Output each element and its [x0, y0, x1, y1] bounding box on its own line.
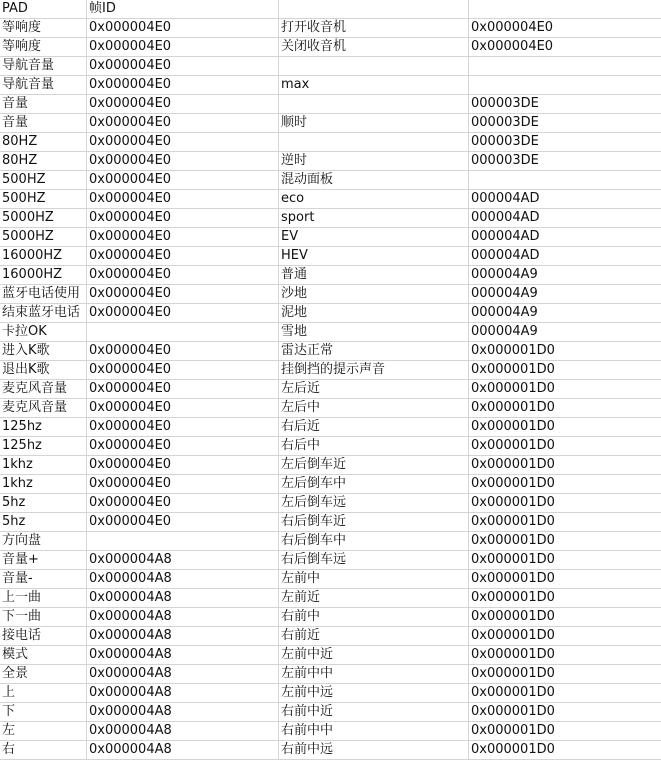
col-d-cell[interactable]: 0x000001D0 — [469, 342, 661, 361]
table-row — [0, 437, 661, 456]
col-d-cell[interactable]: 0x000001D0 — [469, 380, 661, 399]
col-a-cell[interactable]: 导航音量 — [0, 76, 87, 95]
col-d-cell[interactable]: 0x000001D0 — [469, 551, 661, 570]
table-row — [0, 551, 661, 570]
col-c-cell[interactable] — [279, 95, 469, 114]
col-b-cell[interactable]: 0x000004E0 — [87, 304, 279, 323]
col-d-cell[interactable]: 000004A9 — [469, 285, 661, 304]
col-b-cell[interactable] — [87, 323, 279, 342]
col-d-cell[interactable]: 000004A9 — [469, 304, 661, 323]
col-c-cell[interactable]: 右前中远 — [279, 741, 469, 760]
table-row — [0, 722, 661, 741]
col-c-cell[interactable]: 左前中 — [279, 570, 469, 589]
col-b-cell[interactable]: 0x000004A8 — [87, 570, 279, 589]
col-a-cell[interactable]: 全景 — [0, 665, 87, 684]
col-a-cell[interactable]: 5000HZ — [0, 228, 87, 247]
col-d-cell[interactable]: 0x000001D0 — [469, 627, 661, 646]
table-row — [0, 570, 661, 589]
col-b-cell[interactable]: 0x000004E0 — [87, 342, 279, 361]
col-c-cell[interactable]: 混动面板 — [279, 171, 469, 190]
col-b-cell[interactable]: 帧ID — [87, 0, 279, 19]
col-b-cell[interactable]: 0x000004A8 — [87, 608, 279, 627]
col-d-cell[interactable]: 000003DE — [469, 95, 661, 114]
col-a-cell[interactable]: 下 — [0, 703, 87, 722]
col-a-cell[interactable]: 1khz — [0, 456, 87, 475]
table-row — [0, 247, 661, 266]
col-d-cell[interactable]: 0x000001D0 — [469, 532, 661, 551]
col-b-cell[interactable]: 0x000004E0 — [87, 19, 279, 38]
col-c-cell[interactable]: 右前中近 — [279, 703, 469, 722]
table-row — [0, 418, 661, 437]
col-a-cell[interactable]: 80HZ — [0, 152, 87, 171]
col-a-cell[interactable]: 麦克风音量 — [0, 380, 87, 399]
col-b-cell[interactable]: 0x000004A8 — [87, 722, 279, 741]
col-a-cell[interactable]: 上 — [0, 684, 87, 703]
col-b-cell[interactable]: 0x000004E0 — [87, 133, 279, 152]
col-d-cell[interactable] — [469, 57, 661, 76]
table-row — [0, 323, 661, 342]
col-c-cell[interactable]: 沙地 — [279, 285, 469, 304]
col-a-cell[interactable]: 500HZ — [0, 171, 87, 190]
table-row — [0, 684, 661, 703]
col-b-cell[interactable]: 0x000004E0 — [87, 190, 279, 209]
col-a-cell[interactable]: 蓝牙电话使用 — [0, 285, 87, 304]
col-a-cell[interactable]: 等响度 — [0, 19, 87, 38]
col-d-cell[interactable]: 0x000001D0 — [469, 665, 661, 684]
table-row — [0, 741, 661, 760]
table-row — [0, 95, 661, 114]
col-b-cell[interactable]: 0x000004A8 — [87, 589, 279, 608]
col-b-cell[interactable]: 0x000004E0 — [87, 380, 279, 399]
col-d-cell[interactable]: 0x000001D0 — [469, 494, 661, 513]
col-d-cell[interactable]: 0x000001D0 — [469, 361, 661, 380]
col-c-cell[interactable]: 左后倒车中 — [279, 475, 469, 494]
col-c-cell[interactable]: 右前近 — [279, 627, 469, 646]
col-b-cell[interactable] — [87, 532, 279, 551]
col-b-cell[interactable]: 0x000004A8 — [87, 646, 279, 665]
col-d-cell[interactable]: 0x000001D0 — [469, 399, 661, 418]
table-row — [0, 114, 661, 133]
col-c-cell[interactable]: eco — [279, 190, 469, 209]
col-b-cell[interactable]: 0x000004E0 — [87, 76, 279, 95]
table-row — [0, 456, 661, 475]
col-b-cell[interactable]: 0x000004E0 — [87, 266, 279, 285]
table-row — [0, 285, 661, 304]
col-c-cell[interactable]: 左后中 — [279, 399, 469, 418]
col-d-cell[interactable]: 0x000001D0 — [469, 741, 661, 760]
table-row — [0, 494, 661, 513]
table-row — [0, 665, 661, 684]
col-b-cell[interactable]: 0x000004E0 — [87, 228, 279, 247]
col-a-cell[interactable]: 16000HZ — [0, 247, 87, 266]
col-c-cell[interactable]: 右后近 — [279, 418, 469, 437]
col-a-cell[interactable]: 下一曲 — [0, 608, 87, 627]
table-row — [0, 38, 661, 57]
col-b-cell[interactable]: 0x000004E0 — [87, 437, 279, 456]
col-d-cell[interactable]: 000003DE — [469, 152, 661, 171]
col-a-cell[interactable]: PAD — [0, 0, 87, 19]
table-row — [0, 532, 661, 551]
col-d-cell[interactable]: 0x000001D0 — [469, 418, 661, 437]
table-row — [0, 266, 661, 285]
table-row — [0, 228, 661, 247]
col-d-cell[interactable]: 0x000004E0 — [469, 38, 661, 57]
col-b-cell[interactable]: 0x000004E0 — [87, 399, 279, 418]
col-b-cell[interactable]: 0x000004E0 — [87, 513, 279, 532]
col-a-cell[interactable]: 音量 — [0, 114, 87, 133]
col-d-cell[interactable]: 0x000004E0 — [469, 19, 661, 38]
col-d-cell[interactable]: 0x000001D0 — [469, 475, 661, 494]
col-d-cell[interactable]: 0x000001D0 — [469, 437, 661, 456]
col-c-cell[interactable]: 左前中远 — [279, 684, 469, 703]
col-c-cell[interactable]: 左前中中 — [279, 665, 469, 684]
col-b-cell[interactable]: 0x000004E0 — [87, 285, 279, 304]
col-d-cell[interactable]: 0x000001D0 — [469, 589, 661, 608]
col-a-cell[interactable]: 上一曲 — [0, 589, 87, 608]
col-b-cell[interactable]: 0x000004E0 — [87, 456, 279, 475]
col-c-cell[interactable]: 左后倒车近 — [279, 456, 469, 475]
col-d-cell[interactable]: 0x000001D0 — [469, 513, 661, 532]
col-d-cell[interactable]: 000004AD — [469, 247, 661, 266]
col-b-cell[interactable]: 0x000004E0 — [87, 361, 279, 380]
table-row — [0, 703, 661, 722]
col-a-cell[interactable]: 结束蓝牙电话 — [0, 304, 87, 323]
col-c-cell[interactable]: 右后倒车远 — [279, 551, 469, 570]
table-row — [0, 380, 661, 399]
col-b-cell[interactable]: 0x000004E0 — [87, 114, 279, 133]
col-c-cell[interactable]: 左前中近 — [279, 646, 469, 665]
table-row — [0, 361, 661, 380]
col-c-cell[interactable]: 普通 — [279, 266, 469, 285]
col-a-cell[interactable]: 左 — [0, 722, 87, 741]
col-a-cell[interactable]: 方向盘 — [0, 532, 87, 551]
col-d-cell[interactable]: 0x000001D0 — [469, 646, 661, 665]
col-a-cell[interactable]: 退出K歌 — [0, 361, 87, 380]
col-d-cell[interactable]: 000004AD — [469, 190, 661, 209]
col-c-cell[interactable]: 右后中 — [279, 437, 469, 456]
table-row — [0, 209, 661, 228]
col-c-cell[interactable]: EV — [279, 228, 469, 247]
table-row — [0, 513, 661, 532]
col-c-cell[interactable]: 右后倒车近 — [279, 513, 469, 532]
col-c-cell[interactable]: HEV — [279, 247, 469, 266]
col-c-cell[interactable]: max — [279, 76, 469, 95]
col-c-cell[interactable]: 左前近 — [279, 589, 469, 608]
col-a-cell[interactable]: 音量 — [0, 95, 87, 114]
col-a-cell[interactable]: 125hz — [0, 437, 87, 456]
col-d-cell[interactable]: 000004A9 — [469, 266, 661, 285]
table-row — [0, 342, 661, 361]
col-a-cell[interactable]: 80HZ — [0, 133, 87, 152]
col-c-cell[interactable]: sport — [279, 209, 469, 228]
table-row — [0, 399, 661, 418]
col-d-cell[interactable]: 0x000001D0 — [469, 570, 661, 589]
col-b-cell[interactable]: 0x000004E0 — [87, 494, 279, 513]
col-a-cell[interactable]: 右 — [0, 741, 87, 760]
col-c-cell[interactable]: 逆时 — [279, 152, 469, 171]
col-a-cell[interactable]: 1khz — [0, 475, 87, 494]
col-a-cell[interactable]: 500HZ — [0, 190, 87, 209]
col-d-cell[interactable]: 0x000001D0 — [469, 684, 661, 703]
table-row — [0, 589, 661, 608]
table-row — [0, 475, 661, 494]
col-c-cell[interactable]: 泥地 — [279, 304, 469, 323]
col-c-cell[interactable]: 挂倒挡的提示声音 — [279, 361, 469, 380]
col-b-cell[interactable]: 0x000004E0 — [87, 95, 279, 114]
col-b-cell[interactable]: 0x000004A8 — [87, 627, 279, 646]
table-row — [0, 152, 661, 171]
col-b-cell[interactable]: 0x000004A8 — [87, 665, 279, 684]
col-a-cell[interactable]: 卡拉OK — [0, 323, 87, 342]
col-c-cell[interactable]: 右前中 — [279, 608, 469, 627]
col-d-cell[interactable]: 0x000001D0 — [469, 703, 661, 722]
col-d-cell[interactable]: 000004AD — [469, 209, 661, 228]
col-c-cell[interactable]: 顺时 — [279, 114, 469, 133]
table-row — [0, 627, 661, 646]
table-row — [0, 57, 661, 76]
col-b-cell[interactable]: 0x000004E0 — [87, 475, 279, 494]
col-c-cell[interactable] — [279, 0, 469, 19]
col-d-cell[interactable] — [469, 171, 661, 190]
col-c-cell[interactable]: 右前中中 — [279, 722, 469, 741]
col-c-cell[interactable]: 雷达正常 — [279, 342, 469, 361]
col-c-cell[interactable] — [279, 57, 469, 76]
col-c-cell[interactable]: 右后倒车中 — [279, 532, 469, 551]
col-b-cell[interactable]: 0x000004E0 — [87, 38, 279, 57]
col-a-cell[interactable]: 音量+ — [0, 551, 87, 570]
col-b-cell[interactable]: 0x000004A8 — [87, 551, 279, 570]
col-b-cell[interactable]: 0x000004A8 — [87, 703, 279, 722]
col-a-cell[interactable]: 125hz — [0, 418, 87, 437]
col-b-cell[interactable]: 0x000004E0 — [87, 418, 279, 437]
col-c-cell[interactable]: 左后近 — [279, 380, 469, 399]
col-d-cell[interactable] — [469, 76, 661, 95]
col-b-cell[interactable]: 0x000004E0 — [87, 171, 279, 190]
col-c-cell[interactable]: 关闭收音机 — [279, 38, 469, 57]
table-row — [0, 133, 661, 152]
col-c-cell[interactable]: 左后倒车远 — [279, 494, 469, 513]
table-row — [0, 76, 661, 95]
col-a-cell[interactable]: 模式 — [0, 646, 87, 665]
col-b-cell[interactable]: 0x000004E0 — [87, 57, 279, 76]
col-d-cell[interactable]: 0x000001D0 — [469, 608, 661, 627]
col-a-cell[interactable]: 5000HZ — [0, 209, 87, 228]
col-c-cell[interactable] — [279, 133, 469, 152]
table-row — [0, 304, 661, 323]
col-d-cell[interactable]: 000004AD — [469, 228, 661, 247]
col-a-cell[interactable]: 等响度 — [0, 38, 87, 57]
table-row — [0, 608, 661, 627]
col-d-cell[interactable]: 000004A9 — [469, 323, 661, 342]
table-row — [0, 190, 661, 209]
col-a-cell[interactable]: 进入K歌 — [0, 342, 87, 361]
table-row — [0, 19, 661, 38]
col-d-cell[interactable]: 000003DE — [469, 133, 661, 152]
col-b-cell[interactable]: 0x000004A8 — [87, 684, 279, 703]
col-a-cell[interactable]: 导航音量 — [0, 57, 87, 76]
col-c-cell[interactable]: 雪地 — [279, 323, 469, 342]
col-a-cell[interactable]: 5hz — [0, 513, 87, 532]
col-a-cell[interactable]: 16000HZ — [0, 266, 87, 285]
col-a-cell[interactable]: 麦克风音量 — [0, 399, 87, 418]
col-c-cell[interactable]: 打开收音机 — [279, 19, 469, 38]
table-row — [0, 646, 661, 665]
col-a-cell[interactable]: 5hz — [0, 494, 87, 513]
col-b-cell[interactable]: 0x000004A8 — [87, 741, 279, 760]
col-d-cell[interactable]: 0x000001D0 — [469, 722, 661, 741]
col-d-cell[interactable] — [469, 0, 661, 19]
col-d-cell[interactable]: 0x000001D0 — [469, 456, 661, 475]
col-b-cell[interactable]: 0x000004E0 — [87, 209, 279, 228]
col-a-cell[interactable]: 接电话 — [0, 627, 87, 646]
col-d-cell[interactable]: 000003DE — [469, 114, 661, 133]
table-row — [0, 171, 661, 190]
col-b-cell[interactable]: 0x000004E0 — [87, 152, 279, 171]
col-b-cell[interactable]: 0x000004E0 — [87, 247, 279, 266]
col-a-cell[interactable]: 音量- — [0, 570, 87, 589]
header-row — [0, 0, 661, 19]
